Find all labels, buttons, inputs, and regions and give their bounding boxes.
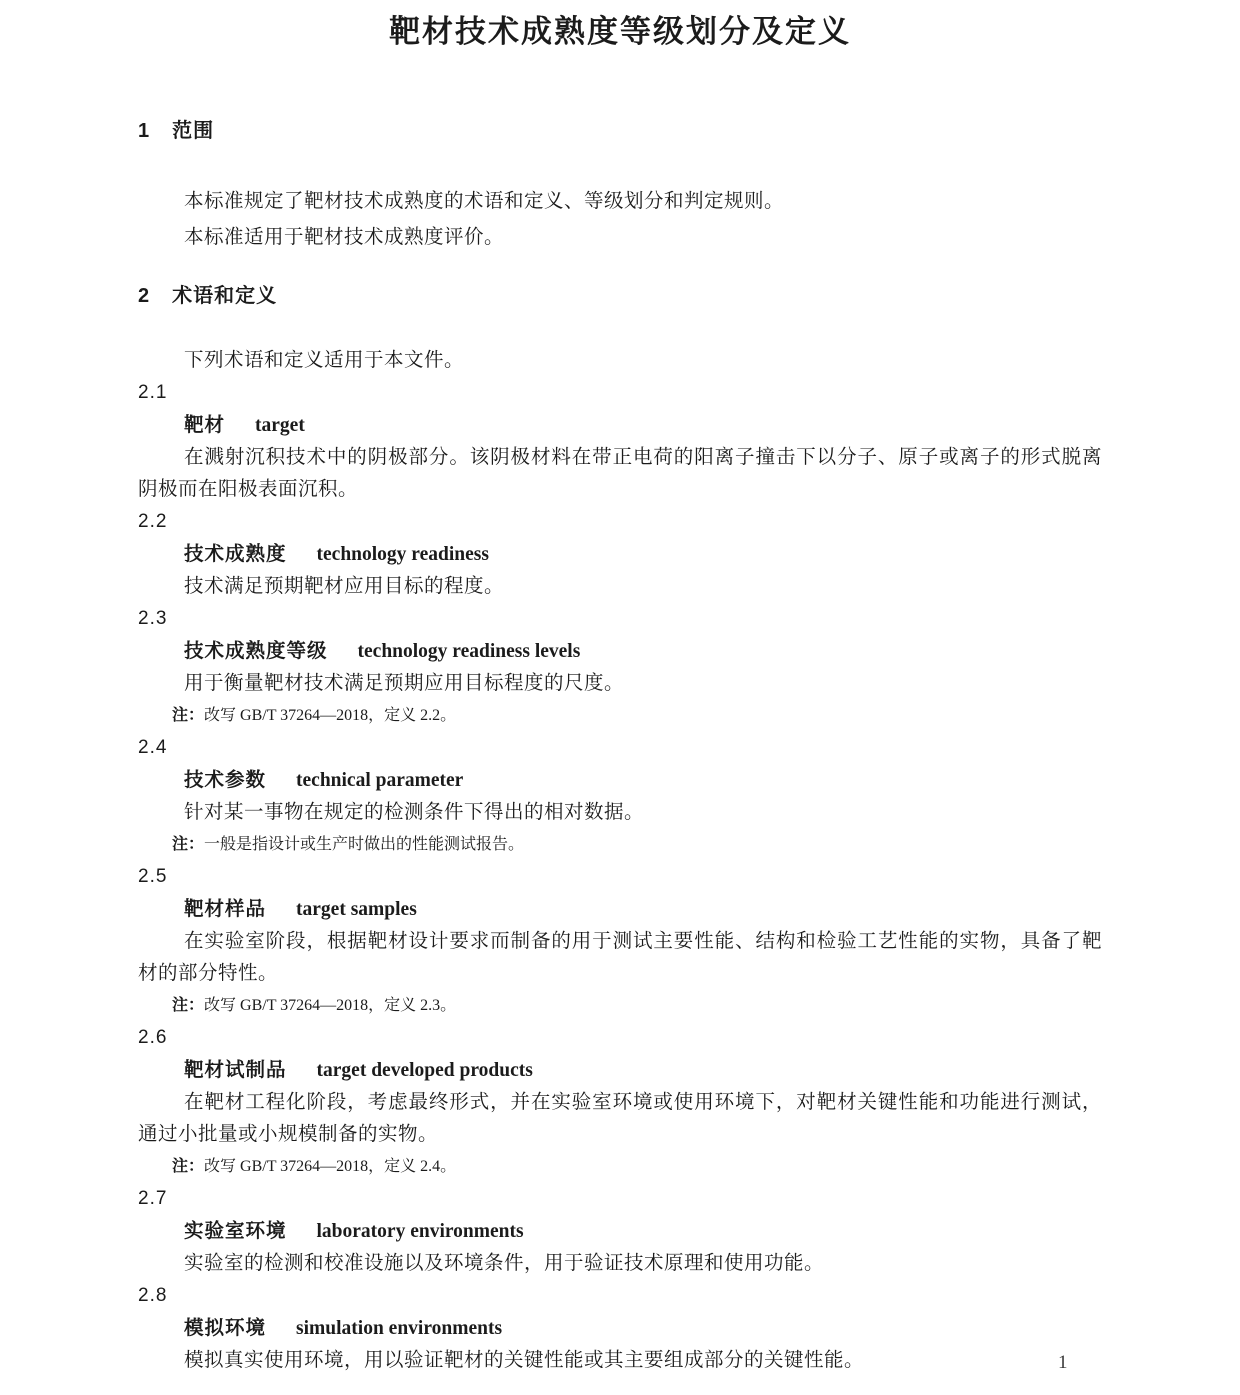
term-name-zh: 靶材 <box>184 414 226 436</box>
scope-paragraph-2: 本标准适用于靶材技术成熟度评价。 <box>184 227 505 248</box>
term-definition: 在溅射沉积技术中的阴极部分。该阴极材料在带正电荷的阳离子撞击下以分子、原子或离子的形式脱离阴极而在阳极表面沉积。 <box>138 447 1102 500</box>
document-title: 靶材技术成熟度等级划分及定义 <box>389 14 851 49</box>
term-definition: 在靶材工程化阶段，考虑最终形式，并在实验室环境或使用环境下，对靶材关键性能和功能进行测试，通过小批量或小规模制备的实物。 <box>138 1092 1102 1145</box>
term-heading <box>138 893 1102 926</box>
note-label: 注： <box>172 997 205 1014</box>
term-heading <box>138 409 1102 442</box>
clause-number: 2.5 <box>138 866 168 887</box>
term-definition: 针对某一事物在规定的检测条件下得出的相对数据。 <box>184 802 645 823</box>
section-1-heading <box>138 116 1102 146</box>
term-name-en: target samples <box>296 899 417 920</box>
term-name-zh: 靶材样品 <box>184 898 267 920</box>
term-definition: 用于衡量靶材技术满足预期应用目标程度的尺度。 <box>184 673 625 694</box>
term-name-en: target developed products <box>316 1060 533 1081</box>
term-block-2-5 <box>138 861 1102 1022</box>
term-name-en: technical parameter <box>296 770 464 791</box>
term-block-2-3 <box>138 603 1102 732</box>
term-block-2-2 <box>138 506 1102 603</box>
term-note <box>138 700 1102 732</box>
note-text: 一般是指设计或生产时做出的性能测试报告。 <box>204 836 525 853</box>
term-heading <box>138 635 1102 668</box>
term-name-en: simulation environments <box>296 1318 503 1339</box>
term-heading <box>138 1312 1102 1345</box>
term-heading <box>138 764 1102 797</box>
term-definition: 模拟真实使用环境，用以验证靶材的关键性能或其主要组成部分的关键性能。 <box>184 1350 865 1371</box>
term-block-2-1 <box>138 377 1102 506</box>
clause-number: 2.8 <box>138 1285 168 1306</box>
clause-number: 2.7 <box>138 1188 168 1209</box>
term-heading <box>138 1054 1102 1087</box>
term-name-zh: 模拟环境 <box>184 1317 267 1339</box>
page-number: 1 <box>1058 1352 1068 1373</box>
term-heading <box>138 538 1102 571</box>
section-1-title: 范围 <box>172 120 215 142</box>
term-block-2-7 <box>138 1183 1102 1280</box>
term-definition: 在实验室阶段，根据靶材设计要求而制备的用于测试主要性能、结构和检验工艺性能的实物，具备了靶材的部分特性。 <box>138 931 1102 984</box>
section-2-title: 术语和定义 <box>172 285 278 307</box>
terms-intro: 下列术语和定义适用于本文件。 <box>184 350 465 371</box>
note-label: 注： <box>172 1158 205 1175</box>
term-note <box>138 990 1102 1022</box>
note-text: 改写 GB/T 37264—2018，定义 2.3。 <box>204 997 457 1014</box>
term-name-en: technology readiness <box>316 544 489 565</box>
term-name-en: technology readiness levels <box>357 641 581 662</box>
note-label: 注： <box>172 707 205 724</box>
term-definition: 技术满足预期靶材应用目标的程度。 <box>184 576 505 597</box>
document-content <box>138 116 1102 1377</box>
term-name-zh: 靶材试制品 <box>184 1059 287 1081</box>
term-name-zh: 技术成熟度等级 <box>184 640 328 662</box>
term-definition: 实验室的检测和校准设施以及环境条件，用于验证技术原理和使用功能。 <box>184 1253 825 1274</box>
term-name-zh: 技术成熟度 <box>184 543 287 565</box>
term-note <box>138 829 1102 861</box>
term-note <box>138 1151 1102 1183</box>
term-name-zh: 技术参数 <box>184 769 267 791</box>
section-1-number: 1 <box>138 120 151 142</box>
term-name-en: target <box>255 415 305 436</box>
term-block-2-8 <box>138 1280 1102 1377</box>
term-name-zh: 实验室环境 <box>184 1220 287 1242</box>
clause-number: 2.1 <box>138 382 168 403</box>
term-block-2-4 <box>138 732 1102 861</box>
clause-number: 2.4 <box>138 737 168 758</box>
scope-paragraph-1: 本标准规定了靶材技术成熟度的术语和定义、等级划分和判定规则。 <box>184 191 785 212</box>
clause-number: 2.3 <box>138 608 168 629</box>
section-2-heading <box>138 281 1102 311</box>
term-block-2-6 <box>138 1022 1102 1183</box>
section-2-number: 2 <box>138 285 151 307</box>
clause-number: 2.2 <box>138 511 168 532</box>
term-name-en: laboratory environments <box>316 1221 524 1242</box>
note-label: 注： <box>172 836 205 853</box>
note-text: 改写 GB/T 37264—2018，定义 2.4。 <box>204 1158 457 1175</box>
note-text: 改写 GB/T 37264—2018，定义 2.2。 <box>204 707 457 724</box>
term-heading <box>138 1215 1102 1248</box>
clause-number: 2.6 <box>138 1027 168 1048</box>
